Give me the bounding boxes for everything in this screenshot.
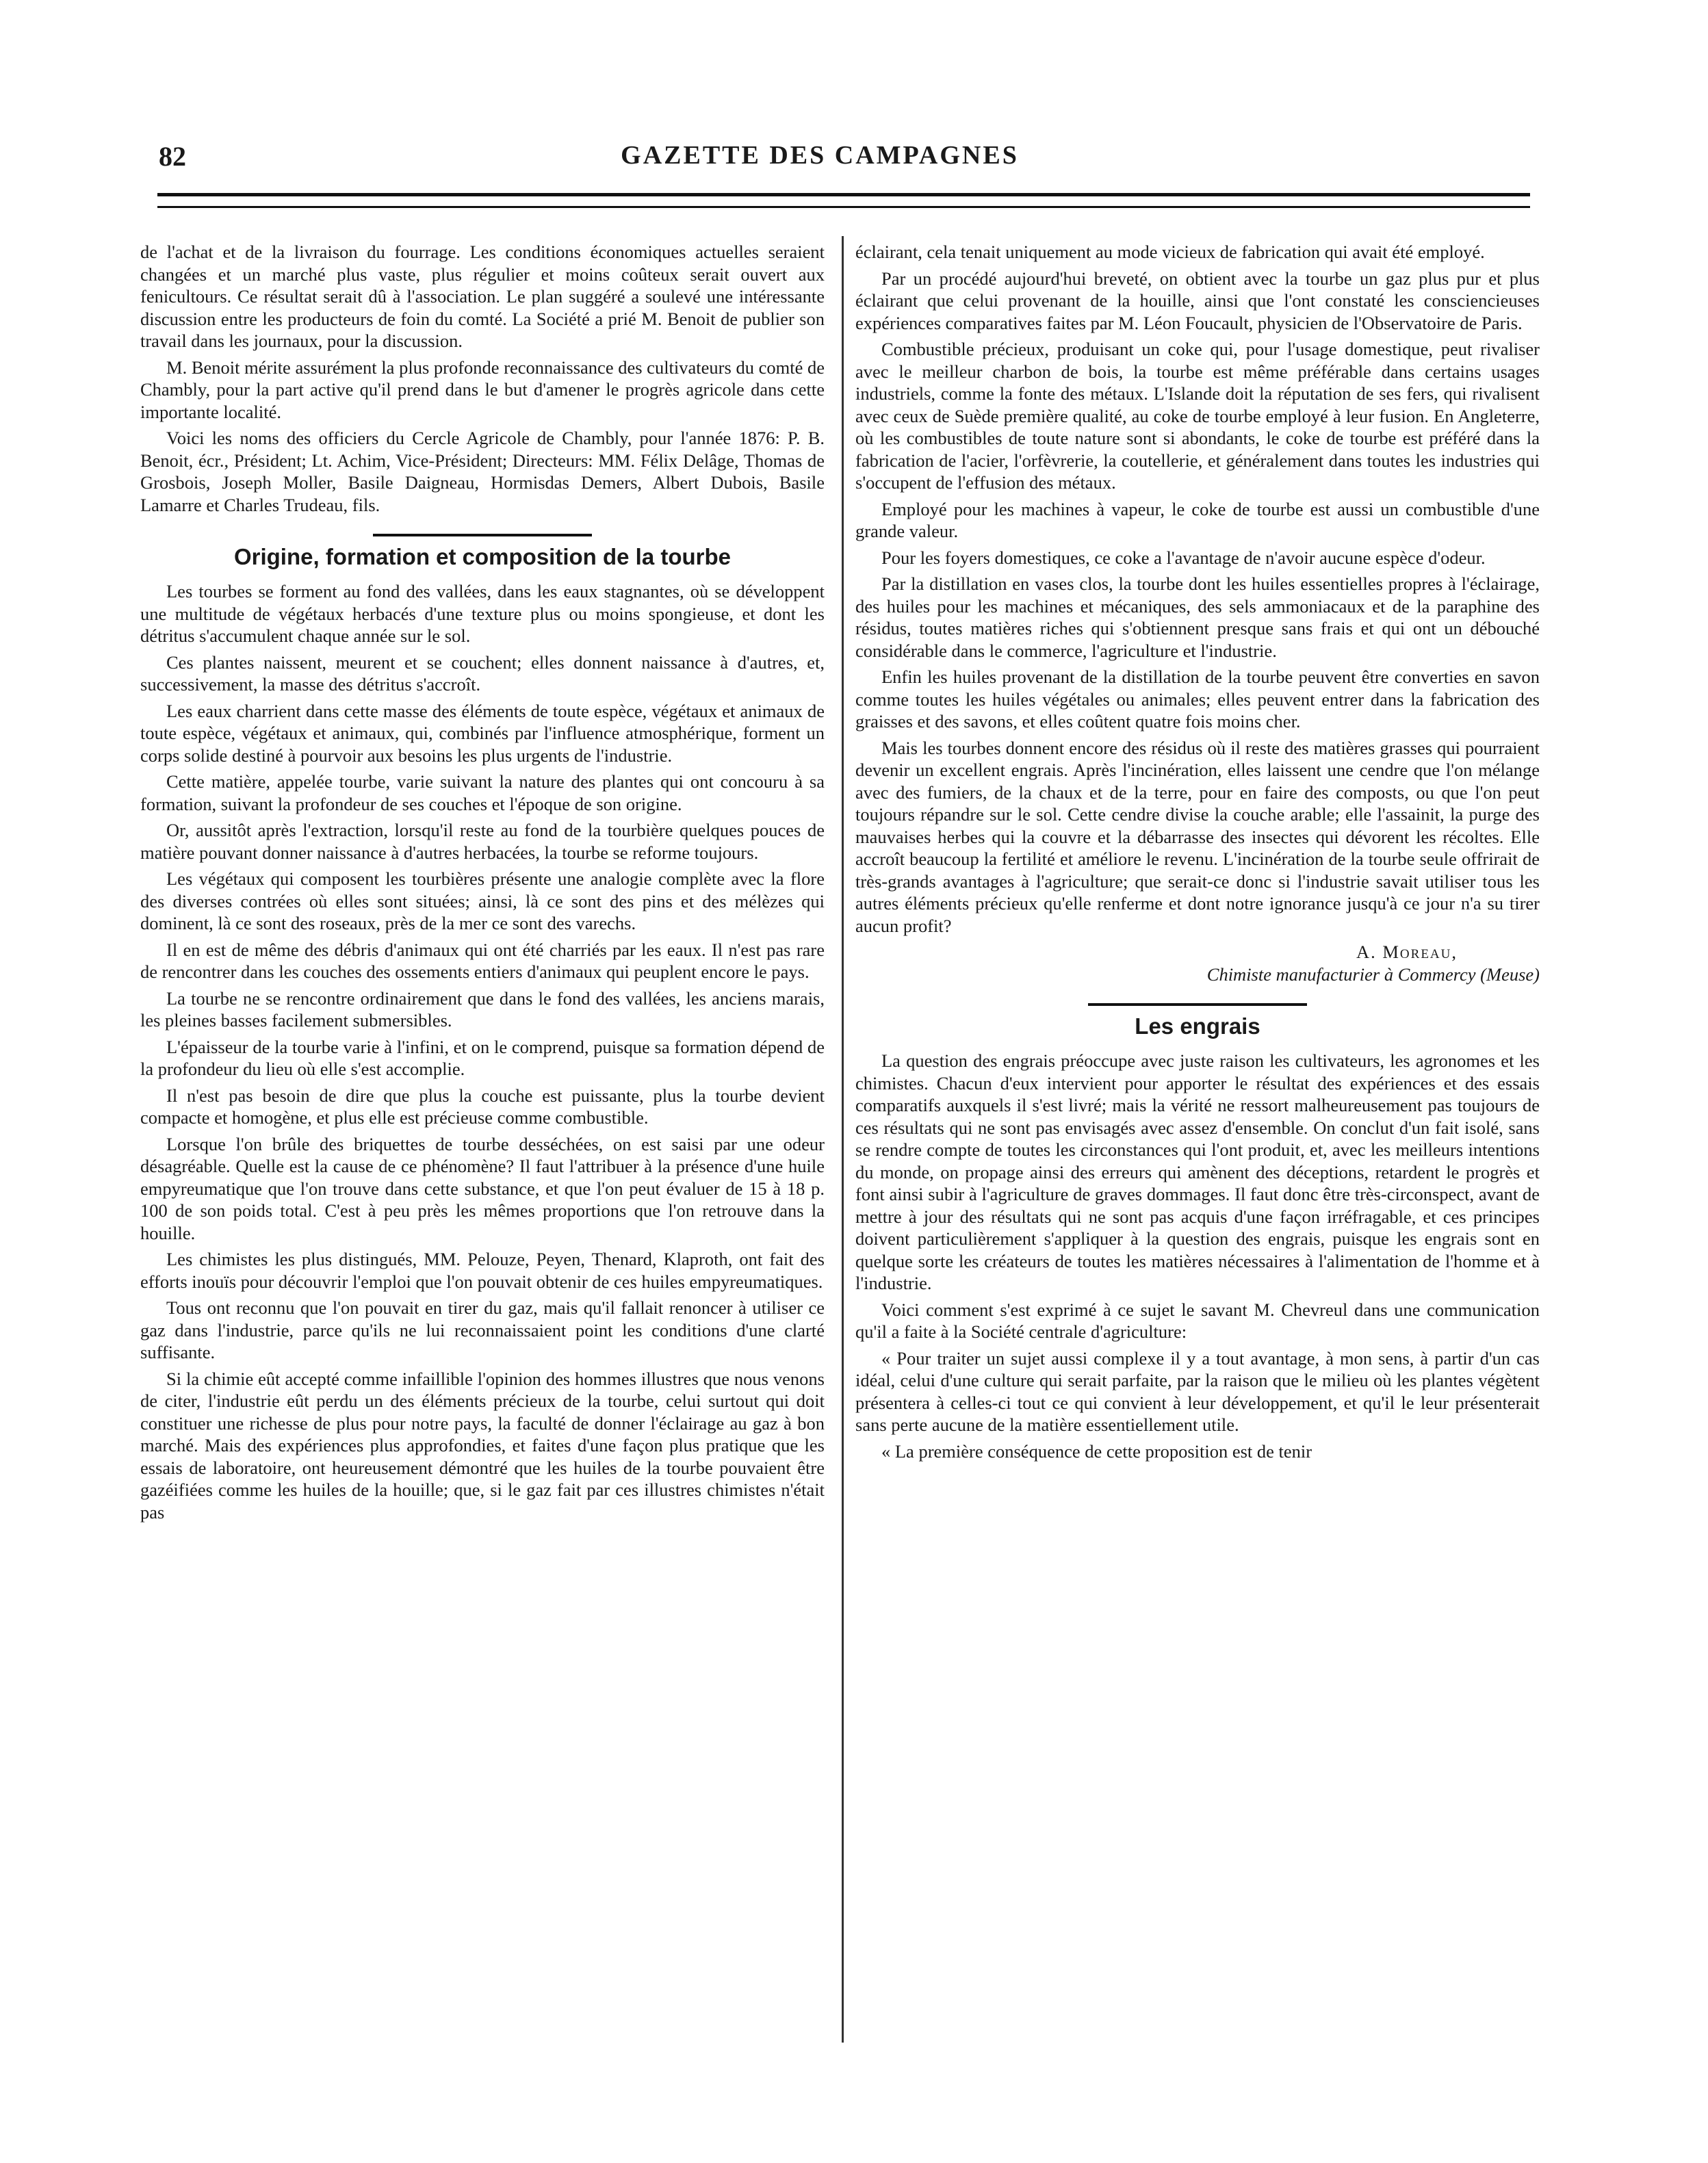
page-header — [109, 140, 1530, 181]
section-title: Les engrais — [1135, 1013, 1260, 1039]
paragraph: Voici comment s'est exprimé à ce sujet le savant M. Chevreul dans une communication qu'il a faite à la Société centrale d'agriculture: — [855, 1299, 1540, 1342]
paragraph: éclairant, cela tenait uniquement au mode vicieux de fabrication qui avait été employé. — [855, 242, 1485, 262]
paragraph: M. Benoit mérite assurément la plus profonde reconnaissance des cultivateurs du comté de Chambly, pour la part active qu'il prend dans le but d'amener le progrès agricole dans cette importante localité. — [140, 357, 825, 422]
section-rule — [1088, 1003, 1307, 1006]
page-number: 82 — [159, 141, 186, 172]
officers-paragraph: Voici les noms des officiers du Cercle Agricole de Chambly, pour l'année 1876: P. B. Benoit, écr., Président; Lt. Achim, Vice-Président; Directeurs: MM. Félix Delâge, Thomas de Grosbois, Joseph Moller, Basile Daigneau, Hormisdas Demers, Albert Dubois, Basile Lamarre et Charles Trudeau, fils. — [140, 428, 825, 515]
paragraph: Pour les foyers domestiques, ce coke a l'avantage de n'avoir aucune espèce d'odeur. — [881, 547, 1486, 568]
paragraph: La question des engrais préoccupe avec juste raison les cultivateurs, les agronomes et les chimistes. Chacun d'eux intervient pour apporter le résultat des expériences et des essais comparatifs auxquels il s'est livré; mais la vérité ne ressort malheureusement pas toujours de ces résultats qui ne sont pas envisagés avec assez d'ensemble. On conclut d'un fait isolé, sans se rendre compte de toutes les circonstances qui l'ont produit, et, avec les meilleurs intentions du monde, on propage ainsi des erreurs qui amènent des déceptions, retardent le progrès et font ainsi subir à l'agriculture de graves dommages. Il faut donc être très-circonspect, avant de mettre à jour des résultats qui ne sont pas acquis d'une façon irréfragable, et ces principes doivent particulièrement s'appliquer à la question des engrais, puisque les engrais sont en quelque sorte les créateurs de toutes les matières nécessaires à l'alimentation de l'homme et à l'industrie. — [855, 1050, 1540, 1293]
paragraph: Tous ont reconnu que l'on pouvait en tirer du gaz, mais qu'il fallait renoncer à utiliser ce gaz dans l'industrie, parce qu'ils ne lui reconnaissaient point les conditions d'une clarté suffisante. — [140, 1297, 825, 1362]
header-double-rule — [157, 193, 1530, 208]
paragraph: Combustible précieux, produisant un coke qui, pour l'usage domestique, peut rivaliser avec le meilleur charbon de bois, la tourbe est même préférable dans certains usages industriels, comme la fonte des métaux. L'Islande doit la réputation de ses fers, qui rivalisent avec ceux de Suède première qualité, au coke de tourbe employé à leur fusion. En Angleterre, où les combustibles de toute nature sont si abondants, le coke de tourbe est préféré dans la fabrication de l'acier, l'orfèvrerie, la coutellerie, et généralement dans toutes les industries qui s'occupent de l'effusion des métaux. — [855, 339, 1540, 493]
paragraph: « La première conséquence de cette proposition est de tenir — [881, 1440, 1312, 1462]
paragraph: Les chimistes les plus distingués, MM. Pelouze, Peyen, Thenard, Klaproth, ont fait des efforts inouïs pour découvrir l'emploi que l'on pouvait obtenir de ces huiles empyreumatiques. — [140, 1249, 825, 1292]
article-signature — [855, 941, 1540, 985]
paragraph: Il n'est pas besoin de dire que plus la couche est puissante, plus la tourbe devient compacte et homogène, et plus elle est précieuse comme combustible. — [140, 1085, 825, 1128]
section-rule — [373, 534, 592, 536]
paragraph: Si la chimie eût accepté comme infaillible l'opinion des hommes illustres que nous venons de citer, l'industrie eût perdu un des éléments précieux de la tourbe, celui surtout qui doit constituer une richesse de plus pour notre pays, la faculté de donner l'éclairage au gaz à bon marché. Mais des expériences plus approfondies, et faites d'une façon plus pratique que les essais de laboratoire, ont heureusement démontré que les huiles de la tourbe pouvaient être gazéifiées comme les huiles de la houille; que, si le gaz fait par ces illustres chimistes n'était pas — [140, 1368, 825, 1523]
paragraph: Il en est de même des débris d'animaux qui ont été charriés par les eaux. Il n'est pas rare de rencontrer dans les couches des ossements entiers d'animaux qui peuplent encore le pays. — [140, 939, 825, 982]
author-name: A. Moreau, — [1356, 942, 1458, 962]
newspaper-title: GAZETTE DES CAMPAGNES — [621, 141, 1019, 170]
paragraph: de l'achat et de la livraison du fourrage. Les conditions économiques actuelles seraient changées et un marché plus vaste, plus régulier et moins coûteux serait ouvert aux fenicultours. Ce résultat serait dû à l'association. Le plan suggéré a soulevé une intéressante discussion entre les producteurs de foin du comté. La Société a prié M. Benoit de publier son travail dans les journaux, pour la discussion. — [140, 242, 825, 351]
paragraph: L'épaisseur de la tourbe varie à l'infini, et on le comprend, puisque sa formation dépend de la profondeur du lieu où elle s'est accomplie. — [140, 1036, 825, 1079]
section-title: Origine, formation et composition de la tourbe — [233, 544, 732, 569]
paragraph: Par la distillation en vases clos, la tourbe dont les huiles essentielles propres à l'éclairage, des huiles pour les machines et mécaniques, des sels ammoniacaux et de la paraphine des résidus, toutes matières riches qui s'obtiennent presque sans frais et qui ont un débouché considérable dans le commerce, l'agriculture et l'industrie. — [855, 573, 1540, 661]
paragraph: Les végétaux qui composent les tourbières présente une analogie complète avec la flore des diverses contrées où elles sont situées; ainsi, là ce sont des pins et des mélèzes qui dominent, là ce sont des roseaux, près de la mer ce sont des varechs. — [140, 868, 825, 933]
right-column — [855, 241, 1540, 1466]
paragraph: Ces plantes naissent, meurent et se couchent; elles donnent naissance à d'autres, et, successivement, la masse des détritus s'accroît. — [140, 651, 825, 695]
paragraph: Les eaux charrient dans cette masse des éléments de toute espèce, végétaux et animaux de toute espèce, végétaux et animaux, qui, combinés par l'influence atmosphérique, forment un corps solide destiné à pourvoir aux besoins les plus urgents de l'industrie. — [140, 700, 825, 766]
left-column — [140, 241, 825, 1527]
column-divider — [842, 236, 844, 2043]
paragraph: Par un procédé aujourd'hui breveté, on obtient avec la tourbe un gaz plus pur et plus éclairant que celui provenant de la houille, ainsi que l'ont constaté les consciencieuses expériences comparatives faites par M. Léon Foucault, physicien de l'Observatoire de Paris. — [855, 268, 1540, 333]
paragraph: Enfin les huiles provenant de la distillation de la tourbe peuvent être converties en savon comme toutes les huiles végétales ou animales; elles peuvent entrer dans la fabrication des graisses et des savons, et elles coûtent quatre fois moins cher. — [855, 666, 1540, 731]
paragraph: « Pour traiter un sujet aussi complexe il y a tout avantage, à mon sens, à partir d'un cas idéal, celui d'une culture qui serait parfaite, par la raison que le milieu où les plantes végètent présentera à celles-ci tout ce qui convient à leur développement, et qu'il le leur présenterait sans perte aucune de la matière essentiellement utile. — [855, 1347, 1540, 1435]
paragraph: Or, aussitôt après l'extraction, lorsqu'il reste au fond de la tourbière quelques pouces de matière pouvant donner naissance à d'autres herbacées, la tourbe se reforme toujours. — [140, 820, 825, 863]
paragraph: Cette matière, appelée tourbe, varie suivant la nature des plantes qui ont concouru à sa formation, suivant la profondeur de ses couches et l'époque de son origine. — [140, 771, 825, 814]
paragraph: Employé pour les machines à vapeur, le coke de tourbe est aussi un combustible d'une grande valeur. — [855, 498, 1540, 541]
paragraph: La tourbe ne se rencontre ordinairement que dans le fond des vallées, les anciens marais, les pleines basses facilement submersibles. — [140, 987, 825, 1031]
paragraph: Lorsque l'on brûle des briquettes de tourbe desséchées, on est saisi par une odeur désagréable. Quelle est la cause de ce phénomène? Il faut l'attribuer à la présence d'une huile empyreumatique que l'on trouve dans cette substance, et que l'on peut évaluer de 15 à 18 p. 100 de son poids total. C'est à peu près les mêmes proportions que l'on retrouve dans la houille. — [140, 1133, 825, 1243]
author-title: Chimiste manufacturier à Commercy (Meuse) — [1206, 963, 1540, 985]
paragraph: Mais les tourbes donnent encore des résidus où il reste des matières grasses qui pourraient devenir un excellent engrais. Après l'incinération, elles laissent une cendre que l'on mélange avec des fumiers, de la chaux et de la terre, pour en faire des composts, ou que l'on peut toujours répandre sur le sol. Cette cendre divise la couche arable; elle l'assainit, la purge des mauvaises herbes qui la couvre et la débarrasse des insectes qui dévorent les récoltes. Elle accroît beaucoup la fertilité et améliore le revenu. L'incinération de la tourbe seule offrirait de très-grands avantages à l'agriculture; que serait-ce donc si l'industrie savait utiliser tous les autres éléments précieux qu'elle renferme et dont notre ignorance jusqu'à ce jour n'a su tirer aucun profit? — [855, 737, 1540, 936]
paragraph: Les tourbes se forment au fond des vallées, dans les eaux stagnantes, où se développent une multitude de végétaux herbacés d'une texture plus ou moins spongieuse, et dont les détritus s'accumulent chaque année sur le sol. — [140, 581, 825, 646]
